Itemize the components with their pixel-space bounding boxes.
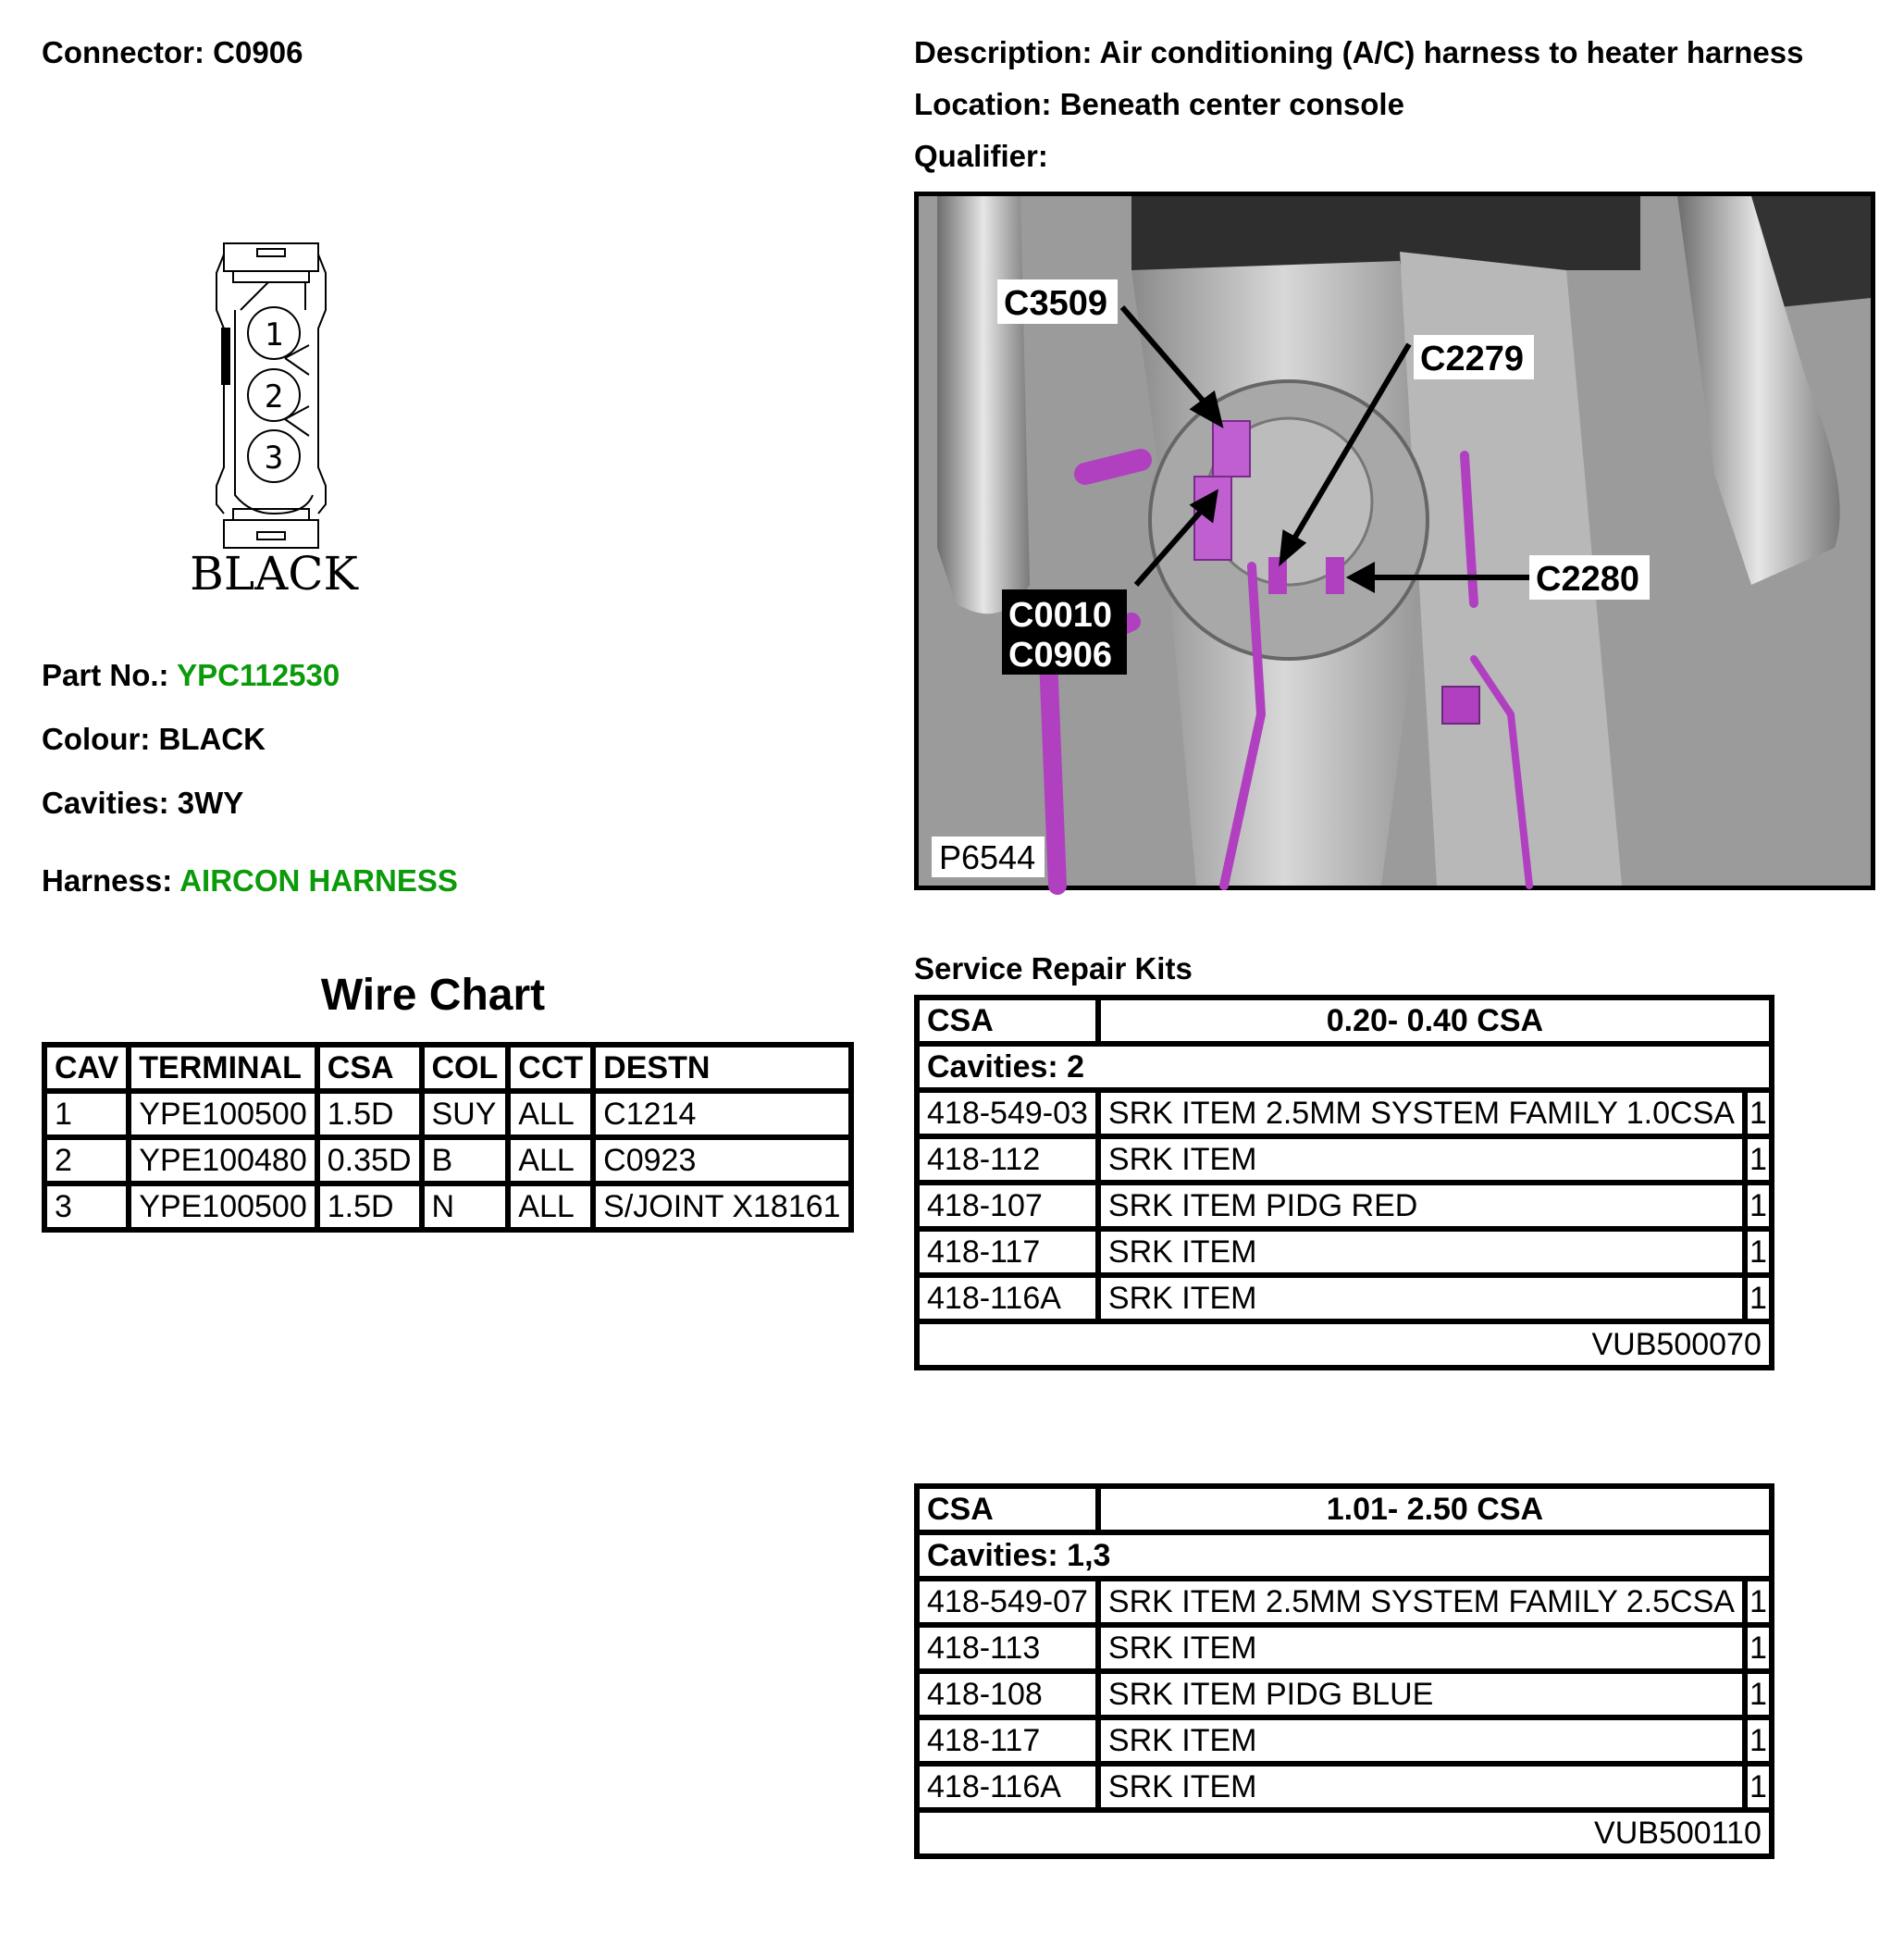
table-row xyxy=(917,1579,1772,1625)
location-photo xyxy=(914,192,1875,890)
cell-terminal: YPE100500 xyxy=(129,1184,317,1230)
cavities-row xyxy=(917,1532,1772,1579)
item-desc: SRK ITEM PIDG BLUE xyxy=(1098,1671,1745,1717)
col-col: COL xyxy=(422,1045,509,1091)
cell-csa: 0.35D xyxy=(317,1137,422,1184)
harness-label: Harness: xyxy=(42,863,173,898)
cell-terminal: YPE100500 xyxy=(129,1091,317,1137)
cavities-row xyxy=(917,1044,1772,1090)
csa-label: CSA xyxy=(917,998,1098,1044)
description xyxy=(914,35,1803,70)
cavity-1-label: 1 xyxy=(264,316,284,353)
description-label: Description: xyxy=(914,35,1093,69)
cell-csa: 1.5D xyxy=(317,1091,422,1137)
item-code: 418-549-07 xyxy=(917,1579,1098,1625)
description-value: Air conditioning (A/C) harness to heater harness xyxy=(1099,35,1804,69)
item-desc: SRK ITEM xyxy=(1098,1625,1745,1671)
srk-cavities: Cavities: 1,3 xyxy=(917,1532,1772,1579)
part-number-label: Part No.: xyxy=(42,658,169,692)
callout-c2280: C2280 xyxy=(1536,560,1639,599)
table-row xyxy=(917,1183,1772,1229)
item-desc: SRK ITEM xyxy=(1098,1136,1745,1183)
item-desc: SRK ITEM PIDG RED xyxy=(1098,1183,1745,1229)
item-qty: 1 xyxy=(1745,1717,1772,1764)
qualifier xyxy=(914,139,1048,174)
col-cct: CCT xyxy=(508,1045,593,1091)
col-terminal: TERMINAL xyxy=(129,1045,317,1091)
item-desc: SRK ITEM xyxy=(1098,1717,1745,1764)
cavity-2-label: 2 xyxy=(264,378,284,415)
item-code: 418-108 xyxy=(917,1671,1098,1717)
col-cav: CAV xyxy=(44,1045,129,1091)
item-qty: 1 xyxy=(1745,1625,1772,1671)
item-qty: 1 xyxy=(1745,1183,1772,1229)
table-row xyxy=(44,1091,851,1137)
callout-c0010: C0010 xyxy=(1008,596,1112,635)
table-row xyxy=(917,1764,1772,1810)
item-qty: 1 xyxy=(1745,1579,1772,1625)
kit-number-row xyxy=(917,1321,1772,1368)
connector-value: C0906 xyxy=(213,35,303,69)
item-desc: SRK ITEM xyxy=(1098,1764,1745,1810)
cell-cav: 3 xyxy=(44,1184,129,1230)
part-number-value[interactable]: YPC112530 xyxy=(177,658,340,692)
csa-range: 1.01- 2.50 CSA xyxy=(1098,1486,1772,1532)
cavities-value: 3WY xyxy=(177,786,244,820)
item-code: 418-112 xyxy=(917,1136,1098,1183)
cell-col: N xyxy=(422,1184,509,1230)
cell-cct: ALL xyxy=(508,1137,593,1184)
figure-id: P6544 xyxy=(939,838,1036,876)
item-code: 418-549-03 xyxy=(917,1090,1098,1136)
colour-label: Colour: xyxy=(42,722,151,756)
service-repair-kits-heading: Service Repair Kits xyxy=(914,951,1193,986)
table-row xyxy=(917,1625,1772,1671)
item-desc: SRK ITEM xyxy=(1098,1229,1745,1275)
srk-table-1 xyxy=(914,995,1774,1370)
location xyxy=(914,87,1404,122)
kit-number-row xyxy=(917,1810,1772,1856)
item-code: 418-107 xyxy=(917,1183,1098,1229)
table-row xyxy=(917,1229,1772,1275)
csa-range: 0.20- 0.40 CSA xyxy=(1098,998,1772,1044)
item-qty: 1 xyxy=(1745,1671,1772,1717)
cavities-label: Cavities: xyxy=(42,786,169,820)
table-row xyxy=(917,1136,1772,1183)
item-desc: SRK ITEM 2.5MM SYSTEM FAMILY 2.5CSA xyxy=(1098,1579,1745,1625)
connector-label: Connector: xyxy=(42,35,204,69)
location-label: Location: xyxy=(914,87,1052,121)
connector-colour-caption: BLACK xyxy=(190,547,358,601)
cell-destn: C0923 xyxy=(593,1137,850,1184)
item-qty: 1 xyxy=(1745,1136,1772,1183)
item-code: 418-117 xyxy=(917,1229,1098,1275)
connector-face-diagram xyxy=(190,236,370,601)
callout-c3509: C3509 xyxy=(1004,284,1107,323)
table-row xyxy=(917,1090,1772,1136)
cell-cct: ALL xyxy=(508,1184,593,1230)
cell-col: B xyxy=(422,1137,509,1184)
table-row xyxy=(917,1275,1772,1321)
cell-terminal: YPE100480 xyxy=(129,1137,317,1184)
item-code: 418-116A xyxy=(917,1275,1098,1321)
item-qty: 1 xyxy=(1745,1229,1772,1275)
part-number xyxy=(42,658,340,693)
location-value: Beneath center console xyxy=(1059,87,1404,121)
callout-c0906: C0906 xyxy=(1008,636,1112,675)
cavities xyxy=(42,786,243,821)
cell-csa: 1.5D xyxy=(317,1184,422,1230)
connector-face-icon xyxy=(190,236,370,601)
item-desc: SRK ITEM 2.5MM SYSTEM FAMILY 1.0CSA xyxy=(1098,1090,1745,1136)
wire-chart-header-row xyxy=(44,1045,851,1091)
vehicle-location-illustration xyxy=(919,196,1871,886)
qualifier-label: Qualifier: xyxy=(914,139,1048,173)
csa-row xyxy=(917,998,1772,1044)
cell-col: SUY xyxy=(422,1091,509,1137)
csa-row xyxy=(917,1486,1772,1532)
callout-c2279: C2279 xyxy=(1420,340,1524,378)
colour-value: BLACK xyxy=(158,722,266,756)
item-code: 418-116A xyxy=(917,1764,1098,1810)
cell-cav: 2 xyxy=(44,1137,129,1184)
col-csa: CSA xyxy=(317,1045,422,1091)
table-row xyxy=(44,1184,851,1230)
item-qty: 1 xyxy=(1745,1090,1772,1136)
kit-number: VUB500070 xyxy=(917,1321,1772,1368)
item-desc: SRK ITEM xyxy=(1098,1275,1745,1321)
cell-destn: C1214 xyxy=(593,1091,850,1137)
item-code: 418-117 xyxy=(917,1717,1098,1764)
table-row xyxy=(917,1717,1772,1764)
cavity-3-label: 3 xyxy=(264,440,284,477)
harness xyxy=(42,863,458,899)
table-row xyxy=(917,1671,1772,1717)
cell-destn: S/JOINT X18161 xyxy=(593,1184,850,1230)
cell-cct: ALL xyxy=(508,1091,593,1137)
kit-number: VUB500110 xyxy=(917,1810,1772,1856)
wire-chart-table xyxy=(42,1042,854,1233)
colour xyxy=(42,722,266,757)
item-qty: 1 xyxy=(1745,1764,1772,1810)
wire-chart-title: Wire Chart xyxy=(320,971,546,1020)
srk-table-2 xyxy=(914,1483,1774,1859)
connector-id xyxy=(42,35,303,70)
srk-cavities: Cavities: 2 xyxy=(917,1044,1772,1090)
item-qty: 1 xyxy=(1745,1275,1772,1321)
col-destn: DESTN xyxy=(593,1045,850,1091)
harness-value[interactable]: AIRCON HARNESS xyxy=(179,863,458,898)
csa-label: CSA xyxy=(917,1486,1098,1532)
cell-cav: 1 xyxy=(44,1091,129,1137)
table-row xyxy=(44,1137,851,1184)
item-code: 418-113 xyxy=(917,1625,1098,1671)
